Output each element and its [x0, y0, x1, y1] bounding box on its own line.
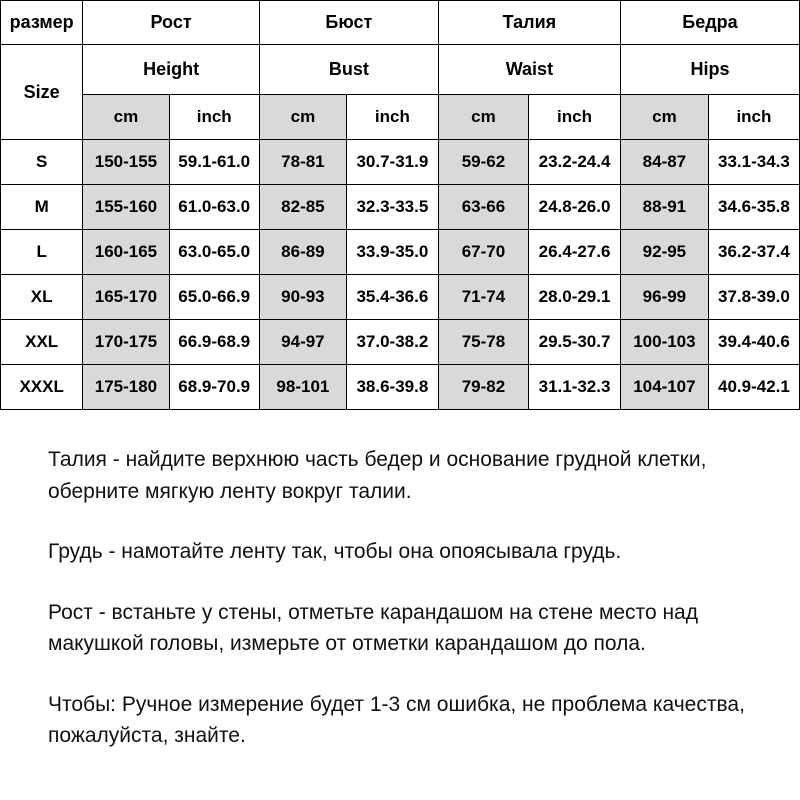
value-cell: 63.0-65.0: [169, 230, 259, 275]
value-cell: 100-103: [620, 320, 708, 365]
value-cell: 38.6-39.8: [346, 365, 438, 410]
header-height-en: Height: [83, 45, 260, 95]
value-cell: 34.6-35.8: [708, 185, 799, 230]
value-cell: 104-107: [620, 365, 708, 410]
value-cell: 39.4-40.6: [708, 320, 799, 365]
value-cell: 31.1-32.3: [529, 365, 621, 410]
unit-inch-label: inch: [346, 95, 438, 140]
value-cell: 37.8-39.0: [708, 275, 799, 320]
unit-cm-label: cm: [83, 95, 169, 140]
value-cell: 37.0-38.2: [346, 320, 438, 365]
value-cell: 28.0-29.1: [529, 275, 621, 320]
value-cell: 78-81: [259, 140, 346, 185]
header-bust-en: Bust: [259, 45, 438, 95]
value-cell: 165-170: [83, 275, 169, 320]
value-cell: 26.4-27.6: [529, 230, 621, 275]
value-cell: 24.8-26.0: [529, 185, 621, 230]
size-cell: XXL: [1, 320, 83, 365]
value-cell: 36.2-37.4: [708, 230, 799, 275]
value-cell: 75-78: [438, 320, 528, 365]
header-hips-en: Hips: [620, 45, 799, 95]
value-cell: 88-91: [620, 185, 708, 230]
value-cell: 35.4-36.6: [346, 275, 438, 320]
header-height-ru: Рост: [83, 1, 260, 45]
table-row: [1, 185, 800, 230]
value-cell: 175-180: [83, 365, 169, 410]
value-cell: 59.1-61.0: [169, 140, 259, 185]
table-row: [1, 320, 800, 365]
header-hips-ru: Бедра: [620, 1, 799, 45]
header-row-english: [1, 45, 800, 95]
value-cell: 59-62: [438, 140, 528, 185]
size-cell: XL: [1, 275, 83, 320]
value-cell: 170-175: [83, 320, 169, 365]
size-cell: XXXL: [1, 365, 83, 410]
unit-inch-label: inch: [529, 95, 621, 140]
size-cell: L: [1, 230, 83, 275]
unit-cm-label: cm: [259, 95, 346, 140]
table-row: [1, 275, 800, 320]
value-cell: 160-165: [83, 230, 169, 275]
value-cell: 67-70: [438, 230, 528, 275]
value-cell: 65.0-66.9: [169, 275, 259, 320]
header-row-russian: [1, 1, 800, 45]
value-cell: 94-97: [259, 320, 346, 365]
value-cell: 79-82: [438, 365, 528, 410]
value-cell: 86-89: [259, 230, 346, 275]
value-cell: 82-85: [259, 185, 346, 230]
value-cell: 40.9-42.1: [708, 365, 799, 410]
note-tolerance: Чтобы: Ручное измерение будет 1-3 см ошибка, не проблема качества, пожалуйста, знайте.: [48, 692, 745, 747]
value-cell: 92-95: [620, 230, 708, 275]
header-row-units: [1, 95, 800, 140]
value-cell: 63-66: [438, 185, 528, 230]
value-cell: 68.9-70.9: [169, 365, 259, 410]
table-row: [1, 365, 800, 410]
header-bust-ru: Бюст: [259, 1, 438, 45]
value-cell: 66.9-68.9: [169, 320, 259, 365]
value-cell: 32.3-33.5: [346, 185, 438, 230]
value-cell: 30.7-31.9: [346, 140, 438, 185]
table-row: [1, 140, 800, 185]
header-size-ru: размер: [1, 1, 83, 45]
value-cell: 33.9-35.0: [346, 230, 438, 275]
header-size-en: Size: [1, 45, 83, 140]
note-bust: Грудь - намотайте ленту так, чтобы она опоясывала грудь.: [48, 540, 622, 563]
value-cell: 155-160: [83, 185, 169, 230]
header-waist-en: Waist: [438, 45, 620, 95]
size-cell: S: [1, 140, 83, 185]
note-height: Рост - встаньте у стены, отметьте карандашом на стене место над макушкой головы, измерьте от отметки карандашом до пола.: [48, 600, 698, 655]
value-cell: 84-87: [620, 140, 708, 185]
value-cell: 33.1-34.3: [708, 140, 799, 185]
unit-inch-label: inch: [708, 95, 799, 140]
size-cell: M: [1, 185, 83, 230]
unit-inch-label: inch: [169, 95, 259, 140]
note-waist: Талия - найдите верхнюю часть бедер и основание грудной клетки, оберните мягкую ленту вокруг талии.: [48, 448, 707, 503]
unit-cm-label: cm: [438, 95, 528, 140]
measurement-instructions: [0, 410, 800, 752]
header-waist-ru: Талия: [438, 1, 620, 45]
value-cell: 90-93: [259, 275, 346, 320]
value-cell: 98-101: [259, 365, 346, 410]
value-cell: 96-99: [620, 275, 708, 320]
value-cell: 23.2-24.4: [529, 140, 621, 185]
value-cell: 150-155: [83, 140, 169, 185]
unit-cm-label: cm: [620, 95, 708, 140]
value-cell: 61.0-63.0: [169, 185, 259, 230]
value-cell: 29.5-30.7: [529, 320, 621, 365]
value-cell: 71-74: [438, 275, 528, 320]
table-row: [1, 230, 800, 275]
